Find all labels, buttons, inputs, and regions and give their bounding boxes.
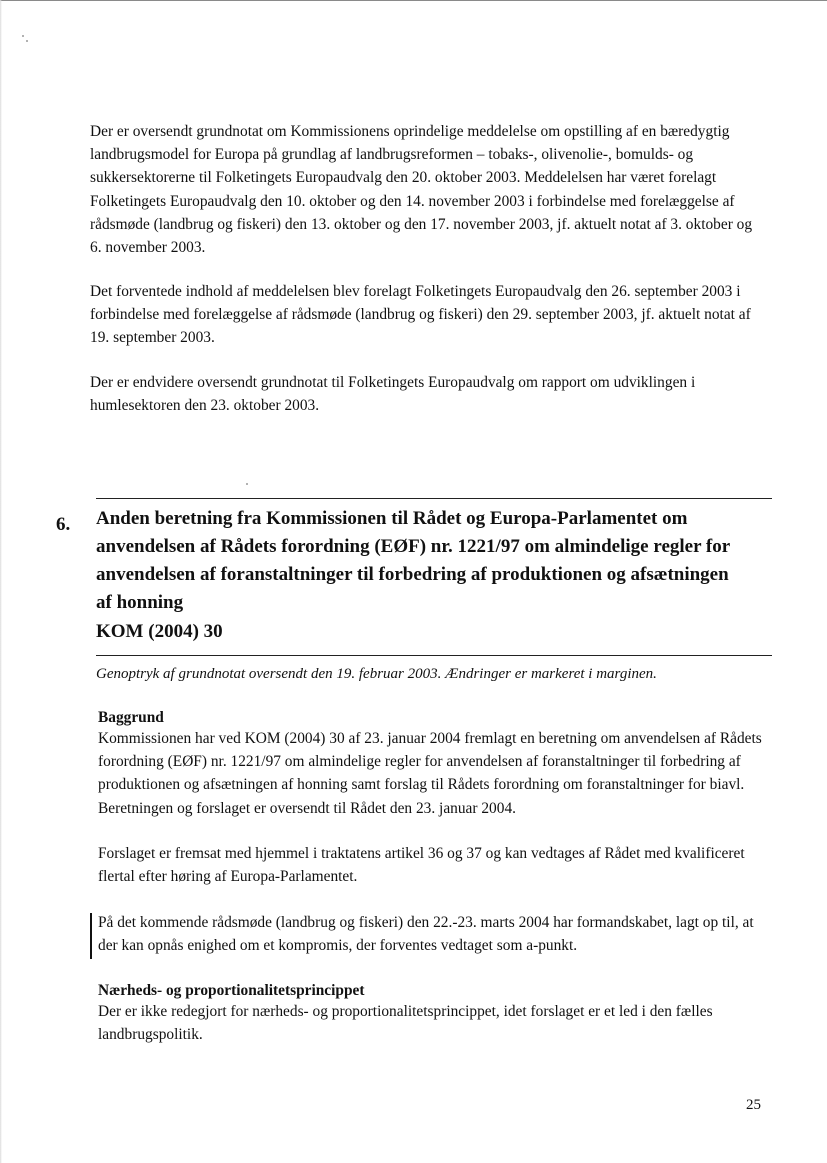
section-document-code: KOM (2004) 30 (96, 621, 223, 642)
section-bottom-rule (96, 655, 772, 656)
naerhed-heading: Nærheds- og proportionalitetsprincippet (98, 982, 365, 999)
baggrund-paragraph-3: På det kommende rådsmøde (landbrug og fiskeri) den 22.-23. marts 2004 har formandskabet, lagt op til, at der kan opnås enighed om et kompromis, der forventes vedtaget som a-punkt. (98, 914, 754, 955)
intro-paragraph-1: Der er oversendt grundnotat om Kommissionens oprindelige meddelelse om opstilling af en bæredygtig landbrugsmodel for Europa på grundlag af landbrugsreformen – tobaks-, olivenolie-, bomulds- og sukkersektorerne til Folketingets Europaudvalg den 20. oktober 2003. Meddelelsen har været forelagt Folketingets Europaudvalg den 10. oktober og den 14. november 2003 i forbindelse med forelæggelse af rådsmøde (landbrug og fiskeri) den 13. oktober og den 17. november 2003, jf. aktuelt notat af 3. oktober og 6. november 2003. (90, 123, 753, 257)
change-margin-marker (90, 913, 92, 959)
section-top-rule (96, 498, 772, 499)
scan-speck (26, 40, 28, 42)
baggrund-paragraph-2: Forslaget er fremsat med hjemmel i traktatens artikel 36 og 37 og kan vedtages af Rådet med kvalificeret flertal efter høring af Europa-Parlamentet. (98, 845, 745, 886)
scan-top-edge (0, 0, 827, 3)
reprint-note: Genoptryk af grundnotat oversendt den 19. februar 2003. Ændringer er markeret i marginen. (96, 666, 657, 682)
baggrund-heading: Baggrund (98, 709, 164, 726)
intro-paragraph-3: Der er endvidere oversendt grundnotat til Folketingets Europaudvalg om rapport om udviklingen i humlesektoren den 23. oktober 2003. (90, 374, 696, 415)
section-number: 6. (56, 514, 71, 535)
scan-speck (246, 483, 248, 485)
scan-speck (22, 35, 24, 37)
section-title: Anden beretning fra Kommissionen til Rådet og Europa-Parlamentet om anvendelsen af Rådets forordning (EØF) nr. 1221/97 om almindelige regler for anvendelsen af foranstaltninger til forbedring af produktionen og afsætningen af honning (96, 508, 730, 613)
intro-paragraph-2: Det forventede indhold af meddelelsen blev forelagt Folketingets Europaudvalg den 26. september 2003 i forbindelse med forelæggelse af rådsmøde (landbrug og fiskeri) den 29. september 2003, jf. aktuelt notat af 19. september 2003. (90, 283, 751, 347)
scan-left-edge (0, 0, 2, 1163)
naerhed-paragraph: Der er ikke redegjort for nærheds- og proportionalitetsprincippet, idet forslaget er et led i den fælles landbrugspolitik. (98, 1003, 713, 1044)
page-number: 25 (746, 1097, 761, 1113)
baggrund-paragraph-1: Kommissionen har ved KOM (2004) 30 af 23. januar 2004 fremlagt en beretning om anvendelsen af Rådets forordning (EØF) nr. 1221/97 om almindelige regler for anvendelsen af foranstaltninger til forbedring af produktionen og afsætningen af honning samt forslag til Rådets forordning om foranstaltninger for biavl. Beretningen og forslaget er oversendt til Rådet den 23. januar 2004. (98, 730, 762, 817)
